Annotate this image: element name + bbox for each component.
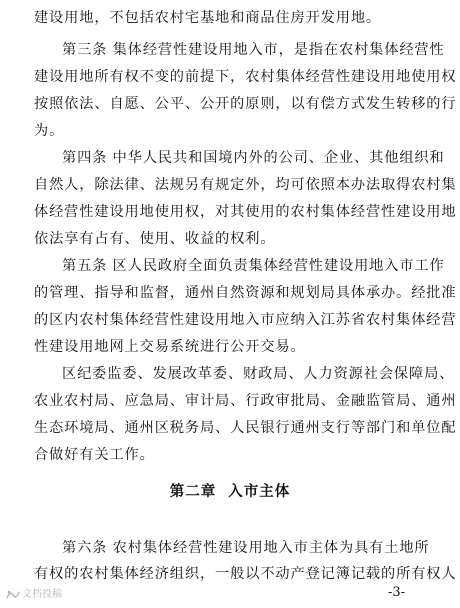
watermark [6, 589, 62, 601]
article-5-line: 第五条 区人民政府全面负责集体经营性建设用地入市工作 [62, 258, 445, 274]
chapter-heading [0, 482, 460, 502]
paragraph-line: 建设用地，不包括农村宅基地和商品住房开发用地。 [34, 10, 382, 26]
paragraph-line: 依法享有占有、使用、收益的权利。 [34, 231, 276, 247]
watermark-logo-icon [6, 589, 20, 601]
paragraph-line: 的管理、指导和监督，通州自然资源和规划局具体承办。经批准 [34, 285, 457, 301]
paragraph-line: 的区内农村集体经营性建设用地入市应纳入江苏省农村集体经营 [34, 312, 457, 328]
paragraph-line: 按照依法、自愿、公平、公开的原则，以有偿方式发生转移的行 [34, 96, 457, 112]
paragraph-line: 合做好有关工作。 [34, 447, 155, 463]
chapter-number: 第二章 [169, 484, 217, 500]
paragraph-line: 为。 [34, 123, 65, 139]
article-4-line: 第四条 中华人民共和国境内外的公司、企业、其他组织和 [62, 150, 445, 166]
paragraph-line: 有权的农村集体经济组织，一般以不动产登记簿记载的所有权人 [34, 566, 457, 582]
paragraph-line: 区纪委监委、发展改革委、财政局、人力资源社会保障局、 [62, 366, 455, 382]
paragraph-line: 农业农村局、应急局、审计局、行政审批局、金融监管局、通州 [34, 393, 457, 409]
watermark-text: 文档投稿 [22, 589, 62, 600]
article-3-line: 第三条 集体经营性建设用地入市，是指在农村集体经营性 [62, 42, 445, 58]
article-6-line: 第六条 农村集体经营性建设用地入市主体为具有土地所 [62, 540, 430, 556]
paragraph-line: 体经营性建设用地使用权，对其使用的农村集体经营性建设用地 [34, 204, 457, 220]
paragraph-line: 建设用地所有权不变的前提下，农村集体经营性建设用地使用权 [34, 69, 457, 85]
paragraph-line: 性建设用地网上交易系统进行公开交易。 [34, 339, 306, 355]
page-number: -3- [388, 585, 406, 600]
paragraph-line: 自然人，除法律、法规另有规定外，均可依照本办法取得农村集 [34, 177, 457, 193]
paragraph-line: 生态环境局、通州区税务局、人民银行通州支行等部门和单位配 [34, 420, 457, 436]
chapter-title: 入市主体 [228, 484, 291, 500]
